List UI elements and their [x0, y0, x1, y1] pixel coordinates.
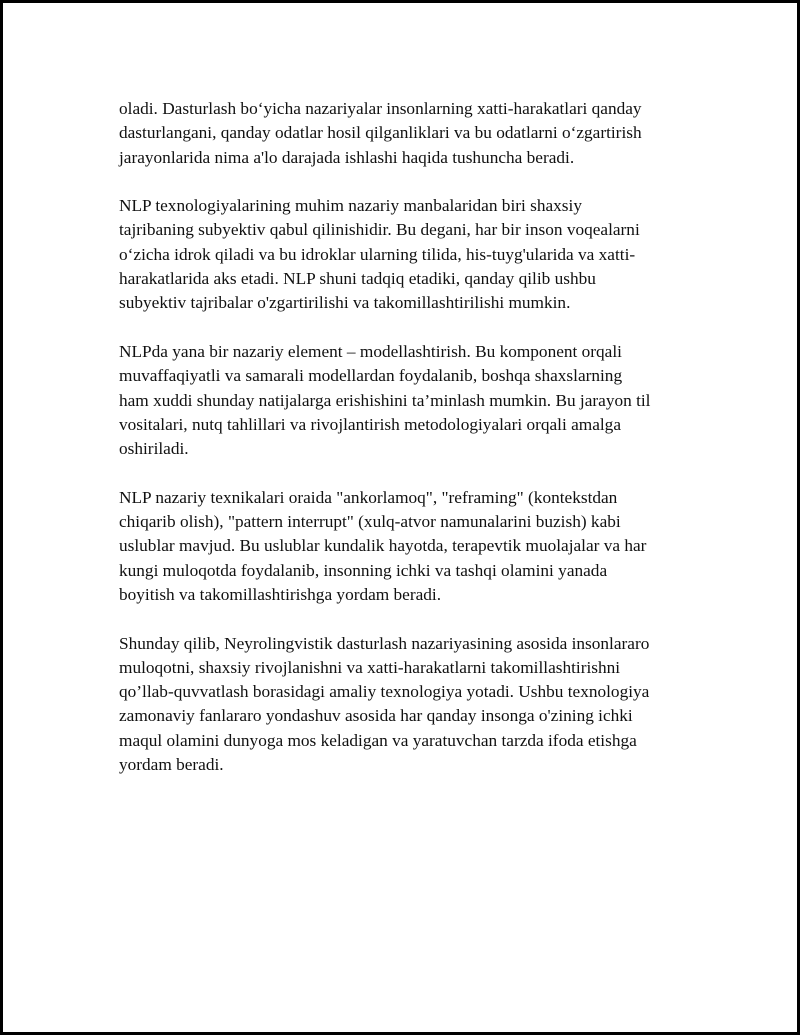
document-body: [119, 97, 725, 802]
paragraph-2: NLP texnologiyalarining muhim nazariy manbalaridan biri shaxsiy tajribaning subyektiv qabul qilinishidir. Bu degani, har bir inson voqealarni o‘zicha idrok qiladi va bu idroklar ularning tilida, his-tuyg'ularida va xatti- harakatlarida aks etadi. NLP shuni tadqiq etadiki, qanday qilib ushbu subyektiv tajribalar o'zgartirilishi va takomillashtirilishi mumkin.: [119, 196, 640, 313]
paragraph-1: oladi. Dasturlash bo‘yicha nazariyalar insonlarning xatti-harakatlari qanday dasturlangani, qanday odatlar hosil qilganliklari va bu odatlarni o‘zgartirish jarayonlarida nima a'lo darajada ishlashi haqida tushuncha beradi.: [119, 99, 642, 167]
paragraph-5: Shunday qilib, Neyrolingvistik dasturlash nazariyasining asosida insonlararo muloqotni, shaxsiy rivojlanishni va xatti-harakatlarni takomillashtirishni qo’llab-quvvatlash borasidagi amaliy texnologiya yotadi. Ushbu texnologiya zamonaviy fanlararo yondashuv asosida har qanday insonga o'zining ichki maqul olamini dunyoga mos keladigan va yaratuvchan tarzda ifoda etishga yordam beradi.: [119, 633, 650, 775]
paragraph-4: NLP nazariy texnikalari oraida "ankorlamoq", "reframing" (kontekstdan chiqarib olish), "pattern interrupt" (xulq-atvor namunalarini buzish) kabi uslublar mavjud. Bu uslublar kundalik hayotda, terapevtik muolajalar va har kungi muloqotda foydalanib, insonning ichki va tashqi olamini yanada boyitish va takomillashtirishga yordam beradi.: [119, 487, 647, 604]
paragraph-3: NLPda yana bir nazariy element – modellashtirish. Bu komponent orqali muvaffaqiyatli va samarali modellardan foydalanib, boshqa shaxslarning ham xuddi shunday natijalarga erishishini ta’minlash mumkin. Bu jarayon til vositalari, nutq tahlillari va rivojlantirish metodologiyalari orqali amalga oshiriladi.: [119, 341, 651, 459]
